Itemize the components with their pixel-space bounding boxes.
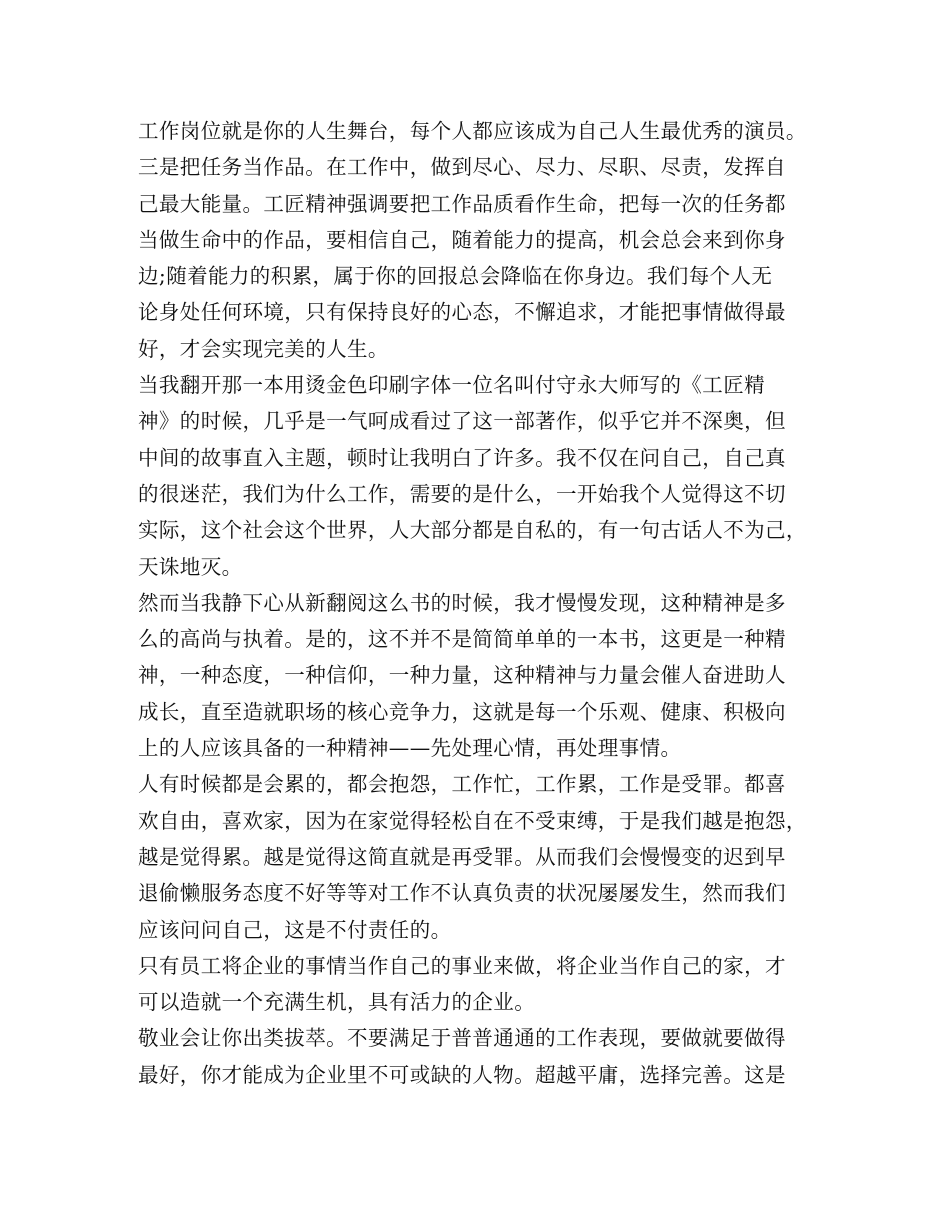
text-line: 退偷懒服务态度不好等等对工作不认真负责的状况屡屡发生，然而我们 bbox=[138, 881, 786, 906]
text-line: 可以造就一个充满生机，具有活力的企业。 bbox=[138, 990, 536, 1015]
text-line: 当我翻开那一本用烫金色印刷字体一位名叫付守永大师写的《工匠精 bbox=[138, 373, 765, 398]
text-line: 工作岗位就是你的人生舞台，每个人都应该成为自己人生最优秀的演员。 bbox=[138, 119, 807, 143]
body-text bbox=[138, 113, 838, 1093]
text-line: 三是把任务当作品。在工作中，做到尽心、尽力、尽职、尽责，发挥自 bbox=[138, 155, 786, 180]
text-line: 好，才会实现完美的人生。 bbox=[138, 336, 389, 361]
text-line: 敬业会让你出类拔萃。不要满足于普普通通的工作表现，要做就要做得 bbox=[138, 1026, 786, 1051]
text-line: 应该问问自己，这是不付责任的。 bbox=[138, 917, 452, 942]
text-line: 边;随着能力的积累，属于你的回报总会降临在你身边。我们每个人无 bbox=[138, 264, 773, 289]
text-line: 中间的故事直入主题，顿时让我明白了许多。我不仅在问自己，自己真 bbox=[138, 445, 786, 470]
text-line: 只有员工将企业的事情当作自己的事业来做，将企业当作自己的家，才 bbox=[138, 953, 786, 978]
text-line: 的很迷茫，我们为什么工作，需要的是什么，一开始我个人觉得这不切 bbox=[138, 481, 786, 506]
text-line: 然而当我静下心从新翻阅这么书的时候，我才慢慢发现，这种精神是多 bbox=[138, 590, 786, 615]
text-line: 当做生命中的作品，要相信自己，随着能力的提高，机会总会来到你身 bbox=[138, 227, 786, 252]
text-line: 上的人应该具备的一种精神——先处理心情，再处理事情。 bbox=[138, 736, 682, 761]
text-line: 实际，这个社会这个世界，人大部分都是自私的，有一句古话人不为己， bbox=[138, 518, 807, 543]
text-line: 么的高尚与执着。是的，这不并不是简简单单的一本书，这更是一种精 bbox=[138, 627, 786, 652]
text-line: 神》的时候，几乎是一气呵成看过了这一部著作，似乎它并不深奥，但 bbox=[138, 409, 786, 434]
text-line: 人有时候都是会累的，都会抱怨，工作忙，工作累，工作是受罪。都喜 bbox=[138, 772, 786, 797]
text-line: 最好，你才能成为企业里不可或缺的人物。超越平庸，选择完善。这是 bbox=[138, 1062, 786, 1087]
text-line: 己最大能量。工匠精神强调要把工作品质看作生命，把每一次的任务都 bbox=[138, 191, 786, 216]
text-line: 越是觉得累。越是觉得这简直就是再受罪。从而我们会慢慢变的迟到早 bbox=[138, 844, 786, 869]
text-line: 成长，直至造就职场的核心竞争力，这就是每一个乐观、健康、积极向 bbox=[138, 699, 786, 724]
text-line: 欢自由，喜欢家，因为在家觉得轻松自在不受束缚，于是我们越是抱怨， bbox=[138, 808, 807, 833]
text-line: 天诛地灭。 bbox=[138, 554, 243, 579]
text-line: 论身处任何环境，只有保持良好的心态，不懈追求，才能把事情做得最 bbox=[138, 300, 786, 325]
text-line: 神，一种态度，一种信仰，一种力量，这种精神与力量会催人奋进助人 bbox=[138, 663, 786, 688]
